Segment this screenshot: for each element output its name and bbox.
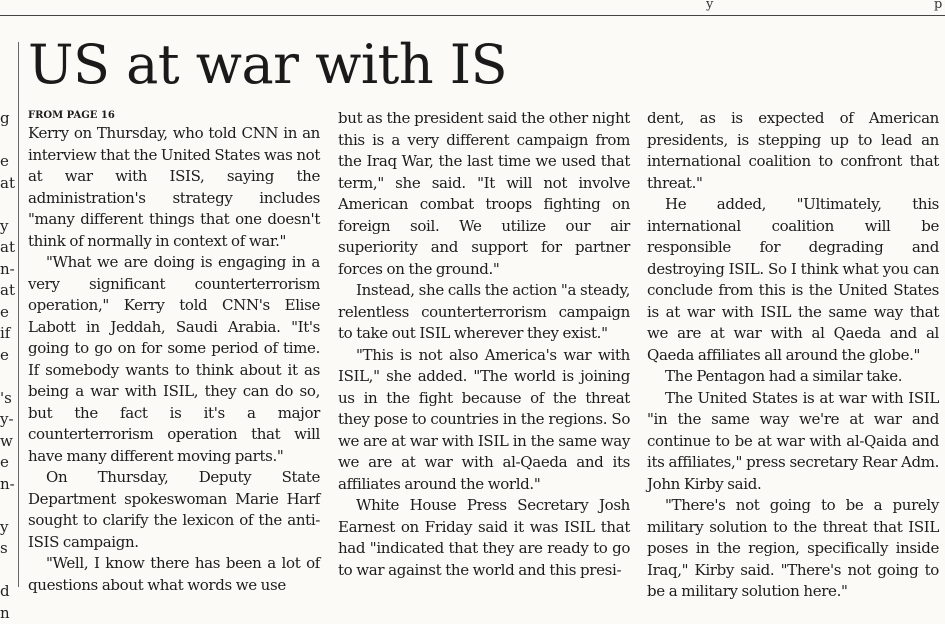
fragment-line — [0, 560, 12, 582]
fragment-line: at — [0, 237, 12, 259]
fragment-line: w — [0, 431, 12, 453]
paragraph: dent, as is expected of American presidents, is stepping up to lead an international coalition to confront that threat." — [647, 108, 939, 194]
top-fragment: y — [706, 0, 713, 10]
fragment-line: n- — [0, 259, 12, 281]
fragment-line: n- — [0, 474, 12, 496]
fragment-line: e — [0, 345, 12, 367]
adjacent-column-fragment — [0, 108, 12, 624]
paragraph: The United States is at war with ISIL "in the same way we're at war and continue to be at war with al-Qaida and its affiliates," press secretary Rear Adm. John Kirby said. — [647, 388, 939, 496]
fragment-line — [0, 366, 12, 388]
top-rule — [0, 15, 945, 16]
fragment-line: y — [0, 216, 12, 238]
fragment-line: y — [0, 517, 12, 539]
fragment-line — [0, 194, 12, 216]
fragment-line: e — [0, 302, 12, 324]
paragraph: "Well, I know there has been a lot of questions about what words we use — [28, 553, 320, 596]
paragraph: "What we are doing is engaging in a very significant counterterrorism operation," Kerry told CNN's Elise Labott in Jeddah, Saudi Arabia. "It's going to go on for some period of time. If somebody wants to think about it as being a war with ISIL, they can do so, but the fact is it's a major counterterrorism operation that will have many different moving parts." — [28, 252, 320, 467]
fragment-line: d — [0, 581, 12, 603]
fragment-line: e — [0, 452, 12, 474]
fragment-line: 's — [0, 388, 12, 410]
paragraph: "This is not also America's war with ISIL," she added. "The world is joining us in the fight because of the threat they pose to countries in the regions. So we are at war with ISIL in the same way we are at war with al-Qaeda and its affiliates around the world." — [338, 345, 630, 496]
fragment-line: if — [0, 323, 12, 345]
paragraph: Instead, she calls the action "a steady, relentless counterterrorism campaign to take out ISIL wherever they exist." — [338, 280, 630, 345]
column-divider — [18, 42, 19, 587]
fragment-line: g — [0, 108, 12, 130]
paragraph: Kerry on Thursday, who told CNN in an interview that the United States was not at war with ISIS, saying the administration's strategy includes "many different things that one doesn't think of normally in context of war." — [28, 123, 320, 252]
fragment-line: at — [0, 173, 12, 195]
fragment-line — [0, 130, 12, 152]
fragment-line: y- — [0, 409, 12, 431]
fragment-line: at — [0, 280, 12, 302]
headline: US at war with IS — [28, 34, 507, 96]
article-column-1 — [28, 108, 320, 587]
paragraph: White House Press Secretary Josh Earnest on Friday said it was ISIL that had "indicated that they are ready to go to war against the world and this presi- — [338, 495, 630, 581]
paragraph: The Pentagon had a similar take. — [647, 366, 939, 388]
jump-kicker: FROM PAGE 16 — [28, 110, 320, 122]
article-column-3 — [647, 108, 939, 587]
paragraph: He added, "Ultimately, this international coalition will be responsible for degrading and destroying ISIL. So I think what you can conclude from this is the United States is at war with ISIL the same way that we are at war with al Qaeda and al Qaeda affiliates all around the globe." — [647, 194, 939, 366]
fragment-line — [0, 495, 12, 517]
fragment-line: s — [0, 538, 12, 560]
fragment-line: n — [0, 603, 12, 624]
article-column-2 — [338, 108, 630, 587]
paragraph: but as the president said the other night this is a very different campaign from the Iraq War, the last time we used that term," she said. "It will not involve American combat troops fighting on foreign soil. We utilize our air superiority and support for partner forces on the ground." — [338, 108, 630, 280]
top-fragment: p — [934, 0, 942, 10]
fragment-line: e — [0, 151, 12, 173]
paragraph: On Thursday, Deputy State Department spokeswoman Marie Harf sought to clarify the lexicon of the anti-ISIS campaign. — [28, 467, 320, 553]
paragraph: "There's not going to be a purely military solution to the threat that ISIL poses in the region, specifically inside Iraq," Kirby said. "There's not going to be a military solution here." — [647, 495, 939, 603]
